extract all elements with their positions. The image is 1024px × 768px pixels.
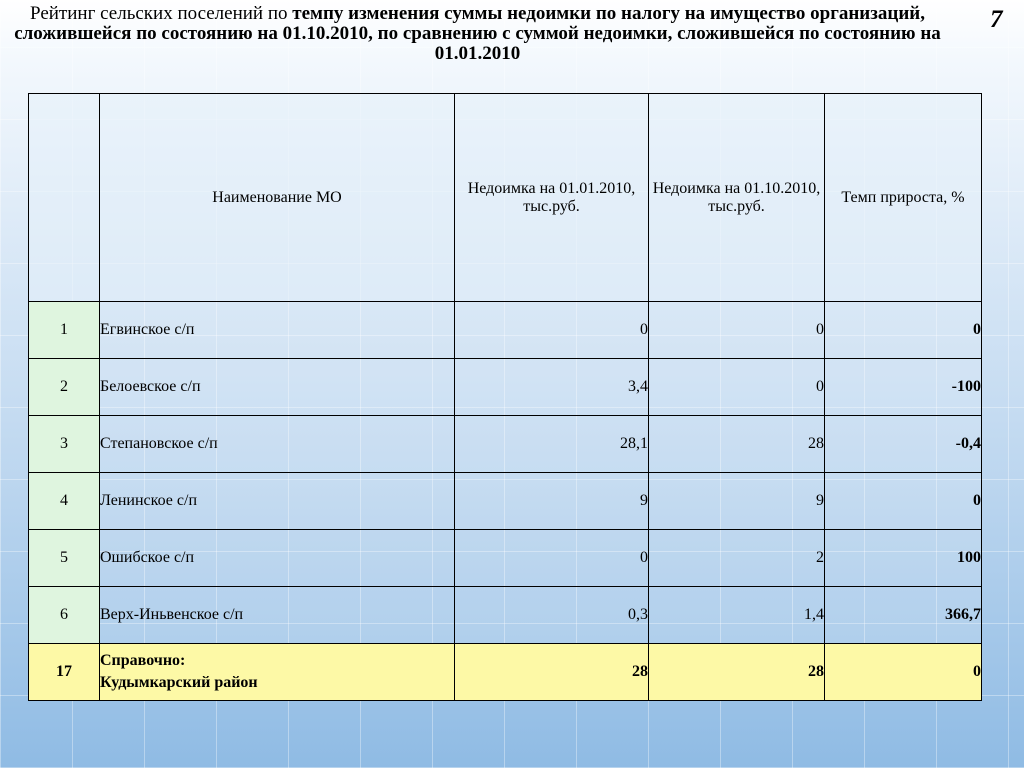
total-rank: 17 — [29, 644, 100, 701]
row-growth-rate: 100 — [825, 530, 982, 587]
table-row — [29, 473, 982, 530]
row-debt-jan: 0 — [455, 530, 649, 587]
slide-title — [0, 4, 955, 64]
table-row — [29, 587, 982, 644]
row-debt-oct: 28 — [649, 416, 825, 473]
row-debt-jan: 3,4 — [455, 359, 649, 416]
row-name: Ленинское с/п — [100, 473, 455, 530]
row-debt-oct: 0 — [649, 359, 825, 416]
row-name: Верх-Иньвенское с/п — [100, 587, 455, 644]
row-growth-rate: 366,7 — [825, 587, 982, 644]
total-name — [100, 644, 455, 701]
row-rank: 5 — [29, 530, 100, 587]
row-name: Белоевское с/п — [100, 359, 455, 416]
table-row — [29, 530, 982, 587]
row-rank: 1 — [29, 302, 100, 359]
total-name-line1: Справочно: — [100, 652, 186, 669]
row-name: Егвинское с/п — [100, 302, 455, 359]
row-debt-jan: 9 — [455, 473, 649, 530]
page-number: 7 — [990, 6, 1003, 33]
total-debt-jan: 28 — [455, 644, 649, 701]
row-growth-rate: -0,4 — [825, 416, 982, 473]
rating-table — [28, 93, 982, 701]
header-name: Наименование МО — [100, 94, 455, 302]
header-rank — [29, 94, 100, 302]
row-debt-oct: 0 — [649, 302, 825, 359]
row-rank: 2 — [29, 359, 100, 416]
title-prefix: Рейтинг сельских поселений по — [30, 3, 293, 24]
table-row — [29, 302, 982, 359]
header-debt-jan: Недоимка на 01.01.2010, тыс.руб. — [455, 94, 649, 302]
table-header-row — [29, 94, 982, 302]
row-name: Степановское с/п — [100, 416, 455, 473]
row-growth-rate: -100 — [825, 359, 982, 416]
row-rank: 6 — [29, 587, 100, 644]
table-row — [29, 416, 982, 473]
header-growth-rate: Темп прироста, % — [825, 94, 982, 302]
row-debt-oct: 9 — [649, 473, 825, 530]
row-rank: 4 — [29, 473, 100, 530]
row-growth-rate: 0 — [825, 473, 982, 530]
header-debt-oct: Недоимка на 01.10.2010, тыс.руб. — [649, 94, 825, 302]
table-row — [29, 359, 982, 416]
row-name: Ошибское с/п — [100, 530, 455, 587]
row-growth-rate: 0 — [825, 302, 982, 359]
row-debt-jan: 28,1 — [455, 416, 649, 473]
total-row — [29, 644, 982, 701]
row-rank: 3 — [29, 416, 100, 473]
row-debt-oct: 2 — [649, 530, 825, 587]
total-debt-oct: 28 — [649, 644, 825, 701]
total-growth-rate: 0 — [825, 644, 982, 701]
title-bold: темпу изменения суммы недоимки по налогу на имущество организаций, сложившейся по состоянию на 01.10.2010, по сравнению с суммой недоимки, сложившейся по состоянию на 01.01.2010 — [14, 3, 941, 64]
total-name-line2: Кудымкарский район — [100, 674, 258, 691]
row-debt-jan: 0 — [455, 302, 649, 359]
row-debt-oct: 1,4 — [649, 587, 825, 644]
row-debt-jan: 0,3 — [455, 587, 649, 644]
